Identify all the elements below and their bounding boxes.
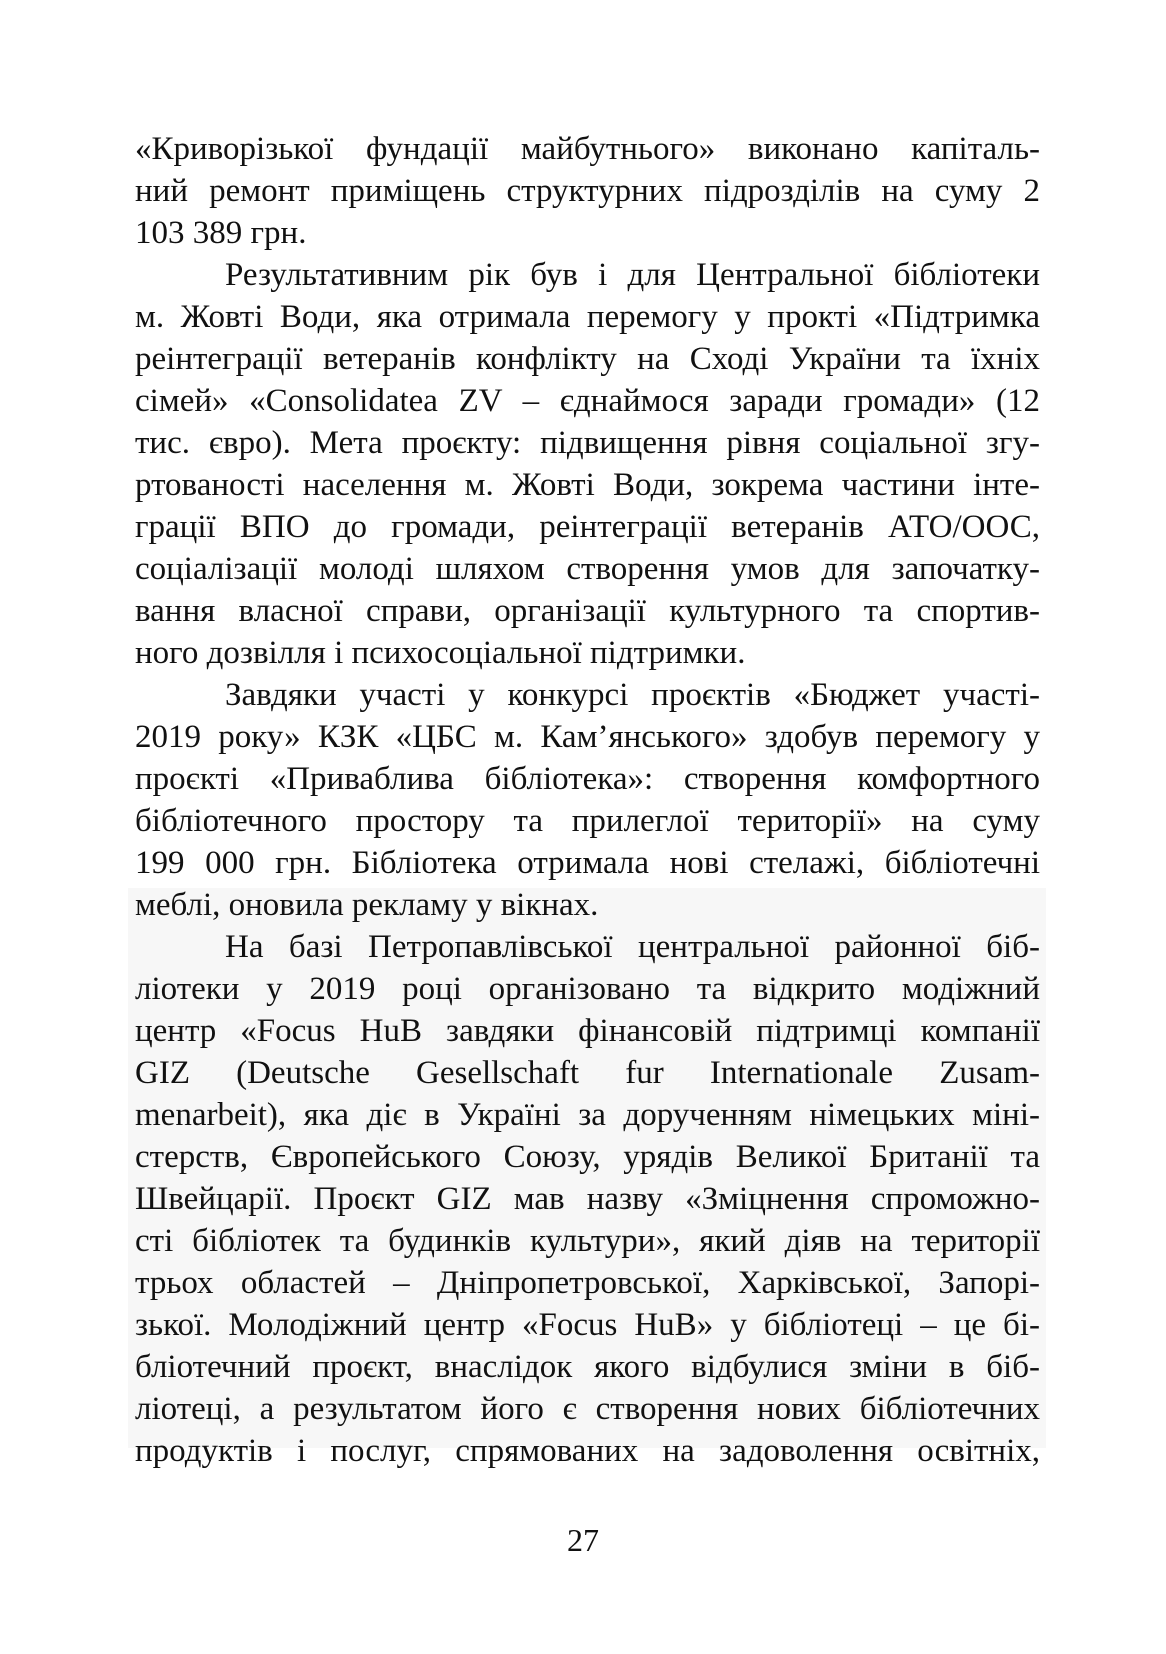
text-line: 199 000 грн. Бібліотека отримала нові стелажі, бібліотечні	[135, 845, 1040, 881]
text-line: «Криворізької фундації майбутнього» виконано капіталь-	[135, 131, 1040, 167]
text-line: сті бібліотек та будинків культури», який діяв на території	[135, 1223, 1040, 1259]
text-line: бліотечний проєкт, внаслідок якого відбулися зміни в біб-	[135, 1349, 1040, 1385]
page-number: 27	[567, 1522, 599, 1558]
text-line: центр «Focus HuB завдяки фінансовій підтримці компанії	[135, 1013, 1040, 1049]
text-line: меблі, оновила рекламу у вікнах.	[135, 887, 599, 923]
text-line: ліотеці, а результатом його є створення нових бібліотечних	[135, 1391, 1040, 1427]
text-line: реінтеграції ветеранів конфлікту на Сході України та їхніх	[135, 341, 1040, 377]
text-line: проєкті «Приваблива бібліотека»: створення комфортного	[135, 761, 1040, 797]
text-line: 2019 року» КЗК «ЦБС м. Кам’янського» здобув перемогу у	[135, 719, 1040, 755]
text-line: продуктів і послуг, спрямованих на задоволення освітніх,	[135, 1433, 1040, 1469]
text-line: ртованості населення м. Жовті Води, зокрема частини інте-	[135, 467, 1040, 503]
text-line: грації ВПО до громади, реінтеграції ветеранів АТО/ООС,	[135, 509, 1040, 545]
text-line: вання власної справи, організації культурного та спортив-	[135, 593, 1040, 629]
text-line: ліотеки у 2019 році організовано та відкрито модіжний	[135, 971, 1040, 1007]
text-line: 103 389 грн.	[135, 215, 307, 251]
text-line: м. Жовті Води, яка отримала перемогу у прокті «Підтримка	[135, 299, 1040, 335]
text-line: трьох областей – Дніпропетровської, Харківської, Запорі-	[135, 1265, 1040, 1301]
text-line: соціалізації молоді шляхом створення умов для започатку-	[135, 551, 1040, 587]
text-line: Швейцарії. Проєкт GIZ мав назву «Зміцнення спроможно-	[135, 1181, 1040, 1217]
text-line: зької. Молодіжний центр «Focus HuB» у бібліотеці – це бі-	[135, 1307, 1040, 1343]
text-line: ного дозвілля і психосоціальної підтримки.	[135, 635, 746, 671]
text-line: GIZ (Deutsche Gesellschaft fur Internationale Zusam-	[135, 1055, 1040, 1091]
text-line: menarbeit), яка діє в Україні за дорученням німецьких міні-	[135, 1097, 1040, 1133]
text-line: На базі Петропавлівської центральної районної біб-	[225, 929, 1040, 965]
text-line: тис. євро). Мета проєкту: підвищення рівня соціальної згу-	[135, 425, 1040, 461]
text-line: ний ремонт приміщень структурних підрозділів на суму 2	[135, 173, 1040, 209]
body-text	[135, 128, 1040, 1472]
text-line: Завдяки участі у конкурсі проєктів «Бюджет участі-	[225, 677, 1040, 713]
text-line: Результативним рік був і для Центральної бібліотеки	[225, 257, 1040, 293]
text-line: бібліотечного простору та прилеглої території» на суму	[135, 803, 1040, 839]
text-line: стерств, Європейського Союзу, урядів Великої Британії та	[135, 1139, 1040, 1175]
text-line: сімей» «Consolidatea ZV – єднаймося заради громади» (12	[135, 383, 1040, 419]
